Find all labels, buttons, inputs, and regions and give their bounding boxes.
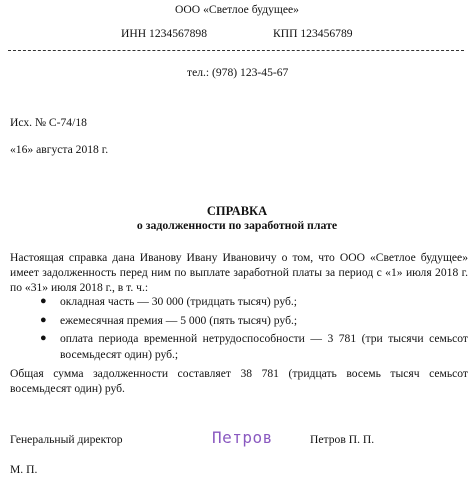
total-paragraph: Общая сумма задолженности составляет 38 781 (тридцать восемь тысяч семьсот восемьдесят один) руб. xyxy=(10,367,468,395)
handwritten-signature: Петров xyxy=(212,428,273,447)
kpp-number: КПП 123456789 xyxy=(273,27,353,40)
list-item-text: ежемесячная премия — 5 000 (пять тысяч) руб.; xyxy=(60,313,298,327)
document-date: «16» августа 2018 г. xyxy=(10,143,109,156)
inn-number: ИНН 1234567898 xyxy=(121,27,207,40)
list-item-text: окладная часть — 30 000 (тридцать тысяч) руб.; xyxy=(60,295,297,308)
list-item-text: оплата периода временной нетрудоспособности — 3 781 (три тысячи семьсот восемьдесят один) руб.; xyxy=(60,332,468,361)
document-title: СПРАВКА xyxy=(206,204,268,218)
outgoing-number: Исх. № С-74/18 xyxy=(10,116,87,129)
list-item xyxy=(40,313,468,329)
document-subtitle: о задолженности по заработной плате xyxy=(136,218,338,232)
bullet-icon: ● xyxy=(40,313,47,326)
debt-items-list xyxy=(40,294,468,365)
list-item xyxy=(40,331,468,362)
signatory-position: Генеральный директор xyxy=(10,433,123,446)
intro-paragraph: Настоящая справка дана Иванову Ивану Ивановичу о том, что ООО «Светлое будущее» имеет задолженность перед ним по выплате заработной платы за период с «1» июля 2018 г. по «31» июля 2018 г., в т. ч.: xyxy=(10,251,468,294)
organization-name: ООО «Светлое будущее» xyxy=(175,3,299,16)
header-separator-line xyxy=(8,50,464,51)
stamp-place: М. П. xyxy=(10,463,38,476)
bullet-icon: ● xyxy=(40,295,47,307)
list-item xyxy=(40,294,468,310)
signatory-name: Петров П. П. xyxy=(310,433,375,446)
phone-number: тел.: (978) 123-45-67 xyxy=(187,66,289,79)
bullet-icon: ● xyxy=(40,332,47,344)
